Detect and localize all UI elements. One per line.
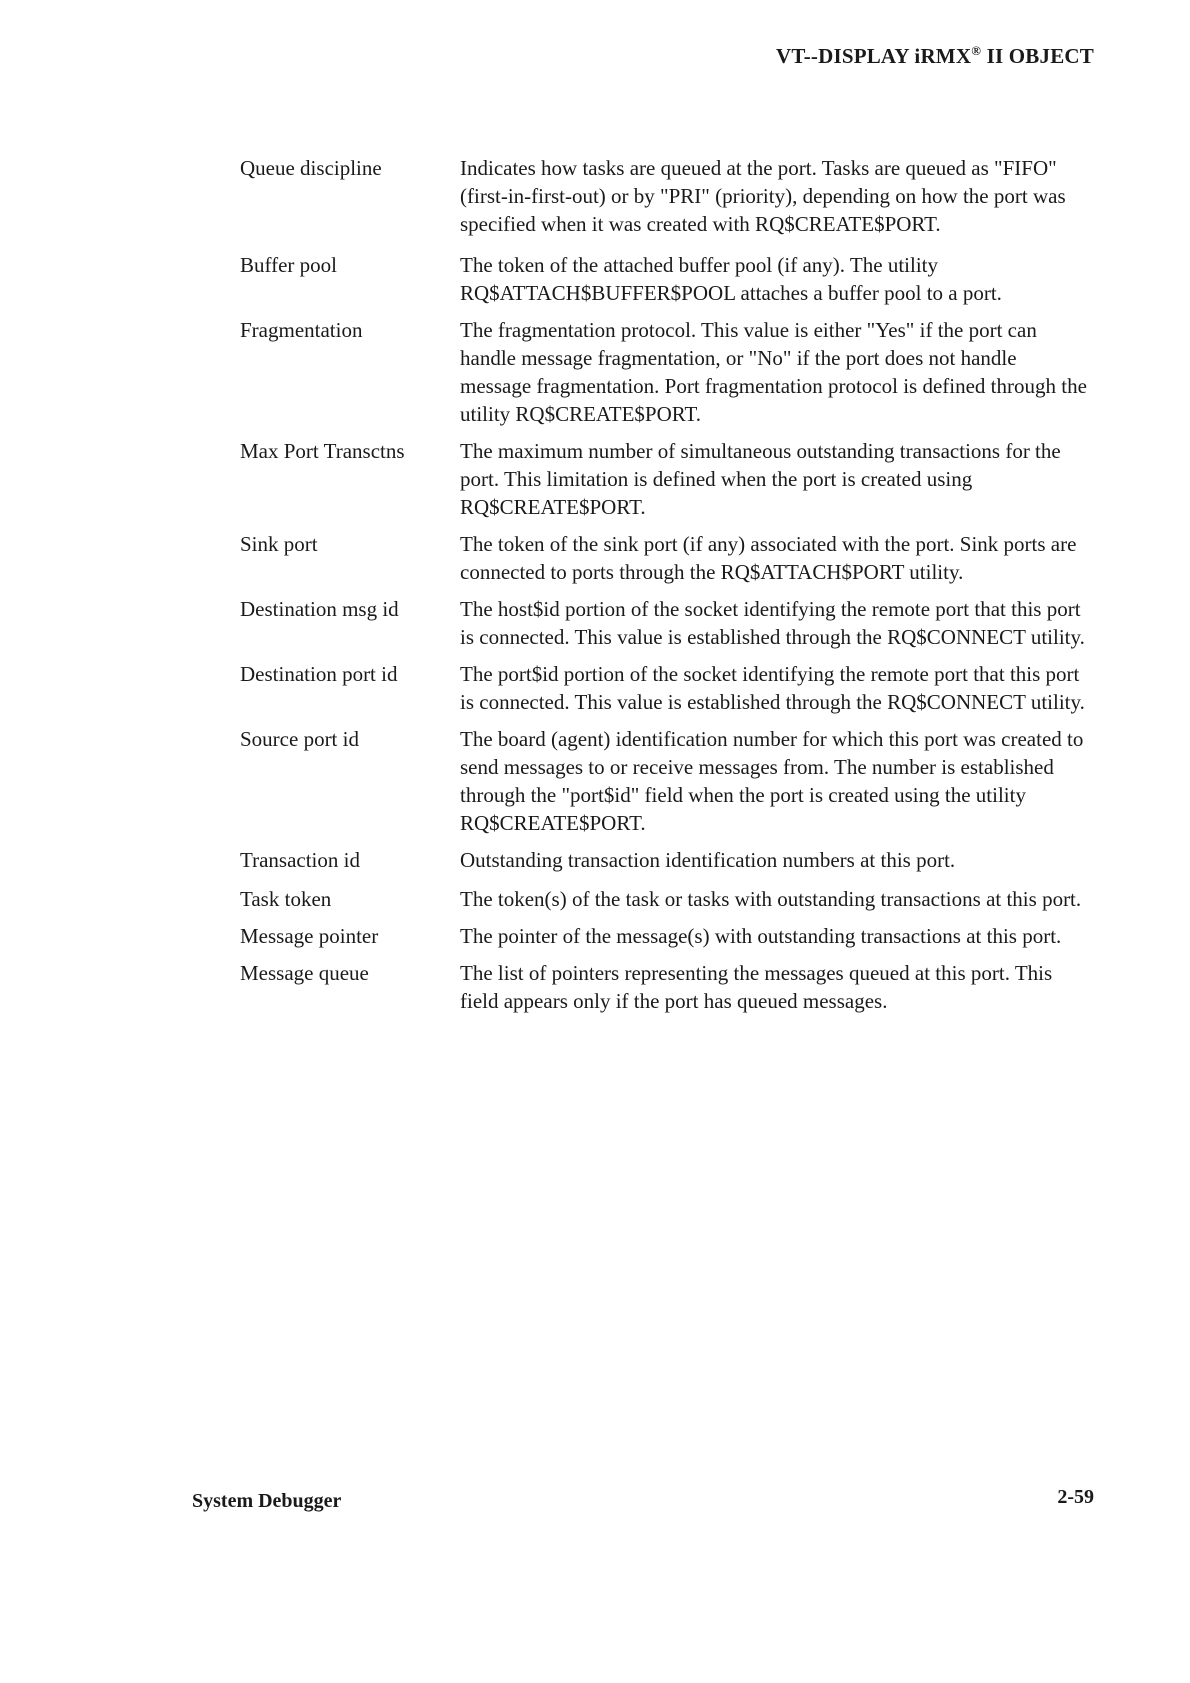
definition-term: Message pointer [240, 924, 379, 948]
definition-row [240, 660, 1090, 716]
registered-mark: ® [971, 43, 982, 58]
definition-description: The token(s) of the task or tasks with outstanding transactions at this port. [460, 887, 1082, 911]
definition-row [240, 959, 1090, 1015]
definition-description: The token of the attached buffer pool (if any). The utility RQ$ATTACH$BUFFER$POOL attaches a buffer pool to a port. [460, 253, 1002, 305]
footer-title: System Debugger [192, 1490, 342, 1512]
definition-term: Transaction id [240, 848, 360, 872]
definition-description: The board (agent) identification number for which this port was created to send messages to or receive messages from. The number is established through the "port$id" field when the port is created using the utility RQ$CREATE$PORT. [460, 727, 1084, 835]
definition-term: Sink port [240, 532, 318, 556]
definition-description: The port$id portion of the socket identifying the remote port that this port is connected. This value is established through the RQ$CONNECT utility. [460, 662, 1085, 714]
definition-term: Task token [240, 887, 332, 911]
definition-row [240, 316, 1090, 428]
page-header [776, 44, 1094, 69]
definition-row [240, 846, 1090, 874]
definition-description: The list of pointers representing the messages queued at this port. This field appears only if the port has queued messages. [460, 961, 1053, 1013]
definition-row [240, 922, 1090, 950]
definition-row [240, 251, 1090, 307]
header-title-suffix: II OBJECT [981, 44, 1094, 68]
definition-term: Destination port id [240, 662, 398, 686]
definition-term: Buffer pool [240, 253, 338, 277]
definition-description: The host$id portion of the socket identifying the remote port that this port is connected. This value is established through the RQ$CONNECT utility. [460, 597, 1085, 649]
header-title-prefix: VT--DISPLAY iRMX [776, 44, 972, 68]
definition-description: Outstanding transaction identification numbers at this port. [460, 848, 956, 872]
definition-row [240, 885, 1090, 913]
definition-description: The pointer of the message(s) with outstanding transactions at this port. [460, 924, 1062, 948]
page-number: 2-59 [1057, 1486, 1094, 1508]
definition-term: Message queue [240, 961, 369, 985]
definition-row [240, 154, 1090, 238]
definition-term: Source port id [240, 727, 359, 751]
definition-term: Destination msg id [240, 597, 399, 621]
definition-term: Queue discipline [240, 156, 382, 180]
definition-row [240, 725, 1090, 837]
definition-description: The maximum number of simultaneous outstanding transactions for the port. This limitation is defined when the port is created using RQ$CREATE$PORT. [460, 439, 1061, 519]
definition-description: Indicates how tasks are queued at the port. Tasks are queued as "FIFO" (first-in-first-out) or by "PRI" (priority), depending on how the port was specified when it was created with RQ$CREATE$PORT. [460, 156, 1066, 236]
definition-term: Fragmentation [240, 318, 363, 342]
definition-list [240, 154, 1090, 1015]
definition-row [240, 595, 1090, 651]
definition-term: Max Port Transctns [240, 439, 405, 463]
definition-row [240, 437, 1090, 521]
definition-row [240, 530, 1090, 586]
definition-description: The fragmentation protocol. This value is either "Yes" if the port can handle message fragmentation, or "No" if the port does not handle message fragmentation. Port fragmentation protocol is defined through the utility RQ$CREATE$PORT. [460, 318, 1087, 426]
definition-description: The token of the sink port (if any) associated with the port. Sink ports are connected to ports through the RQ$ATTACH$PORT utility. [460, 532, 1077, 584]
